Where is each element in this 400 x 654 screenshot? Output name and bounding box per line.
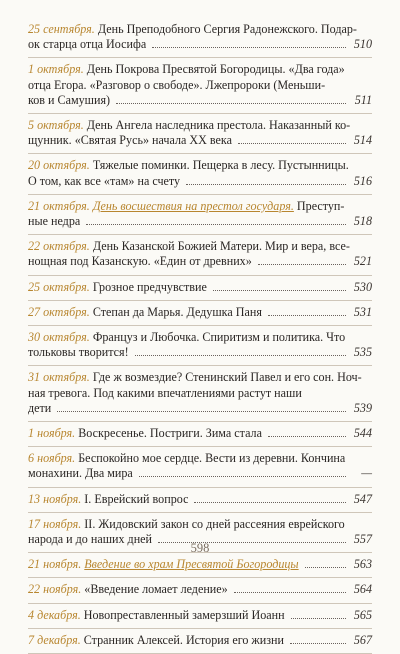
toc-entry-line — [28, 633, 372, 648]
toc-entry[interactable] — [28, 18, 372, 58]
toc-entry-text — [28, 118, 372, 133]
toc-entry-line — [28, 158, 372, 173]
toc-entry-line — [28, 22, 372, 37]
toc-entry-line — [28, 426, 372, 441]
toc-entry-title: Воскресенье. Постриги. Зима стала — [78, 426, 262, 441]
toc-entry-page: 518 — [353, 214, 372, 229]
toc-entry-text — [28, 22, 372, 37]
toc-entry[interactable] — [28, 276, 372, 301]
toc-entry-date: 7 декабря. — [28, 632, 81, 647]
toc-entry-title: «Введение ломает ледение» — [84, 582, 228, 597]
toc-entry-title: ные недра — [28, 214, 81, 229]
toc-entry-page: 510 — [353, 37, 372, 52]
toc-entry-title: День Казанской Божией Матери. Мир и вера, все- — [92, 239, 350, 254]
toc-entry-line — [28, 370, 372, 385]
table-of-contents — [28, 18, 372, 654]
toc-entry-title: дети — [28, 400, 52, 415]
toc-entry[interactable] — [28, 366, 372, 422]
toc-entry-title: Степан да Марья. Дедушка Паня — [92, 304, 262, 319]
toc-entry-text — [28, 37, 146, 52]
toc-entry-text — [28, 199, 372, 214]
toc-entry-title: Тяжелые поминки. Пещерка в лесу. Пустынницы. — [92, 158, 349, 173]
toc-entry-text — [28, 451, 372, 466]
toc-entry-line — [28, 466, 372, 481]
dot-leader — [258, 264, 346, 265]
toc-entry-line — [28, 133, 372, 148]
toc-entry-title: щунник. «Святая Русь» начала XX века — [28, 133, 232, 148]
toc-entry-text — [28, 492, 188, 507]
toc-entry-title: народа и до наших дней — [28, 532, 153, 547]
toc-entry-text — [28, 386, 372, 401]
toc-entry-title: Француз и Любочка. Спиритизм и политика. Что — [92, 330, 346, 345]
toc-entry-text — [28, 466, 133, 481]
toc-entry-date: 25 октября. — [28, 279, 90, 294]
toc-entry-line — [28, 582, 372, 597]
toc-entry-text — [28, 78, 372, 93]
toc-entry-text — [28, 158, 372, 173]
toc-entry-page: 565 — [353, 607, 372, 622]
toc-entry-title: нощная под Казанскую. «Един от древних» — [28, 254, 252, 269]
toc-entry-date: 21 октября. — [28, 198, 90, 213]
toc-entry-text — [28, 214, 80, 229]
toc-entry-page: 547 — [353, 491, 372, 506]
dot-leader — [194, 502, 346, 503]
dot-leader — [135, 355, 346, 356]
toc-entry-text — [28, 305, 262, 320]
toc-entry-line — [28, 557, 372, 572]
toc-entry-date: 30 октября. — [28, 330, 90, 345]
toc-entry-date: 31 октября. — [28, 370, 90, 385]
toc-entry-text — [28, 557, 299, 572]
toc-entry-line — [28, 451, 372, 466]
toc-entry[interactable] — [28, 58, 372, 114]
toc-entry[interactable] — [28, 488, 372, 513]
toc-entry-page: 544 — [353, 426, 372, 441]
toc-entry-title: I. Еврейский вопрос — [84, 491, 189, 506]
toc-entry-date: 25 сентября. — [28, 22, 95, 36]
toc-entry-text — [28, 426, 262, 441]
toc-entry-date: 20 октября. — [28, 158, 90, 173]
toc-entry-line — [28, 280, 372, 295]
toc-entry-line — [28, 492, 372, 507]
toc-entry-text — [28, 517, 372, 532]
toc-entry-title: Где ж возмездие? Стенинский Павел и его сон. Ноч- — [92, 370, 362, 385]
toc-entry-line — [28, 199, 372, 214]
toc-entry-line — [28, 239, 372, 254]
dot-leader — [152, 47, 346, 48]
toc-entry[interactable] — [28, 604, 372, 629]
toc-entry-title: монахини. Два мира — [28, 466, 133, 481]
dot-leader — [268, 315, 346, 316]
toc-entry-text — [28, 174, 180, 189]
toc-entry-date: 22 октября. — [28, 239, 90, 254]
dot-leader — [238, 143, 346, 144]
toc-entry-text — [28, 133, 232, 148]
toc-entry-page: 521 — [353, 254, 372, 269]
toc-entry-page: 539 — [353, 400, 372, 415]
toc-entry-text — [28, 254, 252, 269]
toc-entry-page: 563 — [353, 557, 372, 572]
toc-entry-title: ков и Самушия) — [28, 92, 111, 107]
toc-entry[interactable] — [28, 447, 372, 487]
toc-entry-date: 1 ноября. — [28, 426, 76, 441]
toc-entry-title: Странник Алексей. История его жизни — [83, 632, 284, 647]
toc-entry-text — [28, 239, 372, 254]
dot-leader — [116, 103, 346, 104]
dot-leader — [186, 184, 346, 185]
toc-entry[interactable] — [28, 301, 372, 326]
toc-entry-date: 4 декабря. — [28, 607, 81, 622]
toc-entry-page: — — [361, 466, 372, 481]
toc-entry-line — [28, 62, 372, 77]
toc-entry-page: 511 — [354, 92, 372, 107]
toc-entry-text — [28, 62, 372, 77]
toc-entry-title: День Ангела наследника престола. Наказанный ко- — [86, 118, 351, 133]
toc-entry[interactable] — [28, 114, 372, 154]
toc-entry-line — [28, 401, 372, 416]
dot-leader — [234, 592, 346, 593]
dot-leader — [57, 411, 346, 412]
toc-entry-line — [28, 517, 372, 532]
dot-leader — [213, 290, 346, 291]
toc-entry-date: 22 ноября. — [28, 582, 82, 597]
toc-entry-date: 13 ноября. — [28, 491, 82, 506]
toc-entry-text — [28, 345, 129, 360]
toc-entry-line — [28, 608, 372, 623]
toc-entry-line — [28, 305, 372, 320]
toc-entry-line — [28, 118, 372, 133]
toc-entry-line — [28, 386, 372, 401]
toc-entry-date: 27 октября. — [28, 304, 90, 319]
toc-entry-title: О том, как все «там» на счету — [28, 173, 181, 188]
dot-leader — [86, 224, 346, 225]
toc-entry-date: 17 ноября. — [28, 516, 82, 531]
toc-entry-title: ная тревога. Под какими впечатлениями растут наши — [28, 385, 302, 400]
toc-entry-title: Грозное предчувствие — [92, 279, 207, 294]
toc-entry-title: отца Егора. «Разговор о свободе». Лжепророки (Меньши- — [28, 77, 326, 92]
toc-entry-line — [28, 93, 372, 108]
toc-entry-text — [28, 633, 284, 648]
dot-leader — [290, 643, 346, 644]
toc-entry-page: 516 — [353, 173, 372, 188]
toc-entry-date: 1 октября. — [28, 62, 84, 77]
toc-entry-page: 514 — [353, 133, 372, 148]
toc-entry-line — [28, 37, 372, 52]
dot-leader — [291, 618, 346, 619]
toc-entry-page: 535 — [353, 345, 372, 360]
toc-entry-date: 5 октября. — [28, 118, 84, 133]
toc-entry-title: тольковы творится! — [28, 345, 129, 360]
toc-entry[interactable] — [28, 553, 372, 578]
toc-entry-title: II. Жидовский закон со дней рассеяния еврейского — [84, 516, 345, 531]
dot-leader — [268, 436, 346, 437]
toc-entry[interactable] — [28, 578, 372, 603]
toc-entry[interactable] — [28, 195, 372, 235]
toc-entry[interactable] — [28, 326, 372, 366]
toc-entry[interactable] — [28, 422, 372, 447]
toc-entry[interactable] — [28, 629, 372, 654]
page-number: 598 — [190, 541, 210, 555]
toc-entry-line — [28, 214, 372, 229]
toc-entry-text — [28, 582, 228, 597]
toc-entry-line — [28, 345, 372, 360]
toc-entry-text — [28, 93, 110, 108]
toc-entry-title: Беспокойно мое сердце. Вести из деревни. Кончина — [78, 451, 346, 466]
toc-entry-line — [28, 174, 372, 189]
toc-entry-date: 6 ноября. — [28, 451, 76, 466]
toc-entry-text — [28, 280, 207, 295]
toc-entry-date-title: Введение во храм Пресвятой Богородицы — [84, 557, 299, 572]
toc-entry-page: 531 — [353, 304, 372, 319]
toc-entry-text — [28, 330, 372, 345]
toc-entry-title: Преступ- — [296, 198, 345, 213]
toc-entry-title: День Покрова Пресвятой Богородицы. «Два года» — [86, 62, 345, 77]
toc-entry-page: 557 — [353, 532, 372, 547]
toc-entry-date-title: День восшествия на престол государя. — [92, 198, 294, 213]
toc-entry-page: 567 — [353, 632, 372, 647]
toc-entry-text — [28, 608, 285, 623]
toc-entry-title: Новопреставленный замерзший Иоанн — [83, 607, 285, 622]
dot-leader — [139, 476, 346, 477]
toc-entry-title: ок старца отца Иосифа — [28, 37, 147, 52]
toc-entry[interactable] — [28, 235, 372, 275]
toc-entry-date: 21 ноября. — [28, 557, 82, 572]
toc-entry-text — [28, 370, 372, 385]
toc-entry-page: 564 — [353, 582, 372, 597]
toc-entry[interactable] — [28, 154, 372, 194]
toc-entry-line — [28, 254, 372, 269]
toc-entry-page: 530 — [353, 279, 372, 294]
toc-entry-text — [28, 401, 51, 416]
toc-entry-title: День Преподобного Сергия Радонежского. Подар- — [97, 22, 357, 36]
toc-entry-line — [28, 78, 372, 93]
toc-entry-line — [28, 330, 372, 345]
dot-leader — [305, 567, 346, 568]
